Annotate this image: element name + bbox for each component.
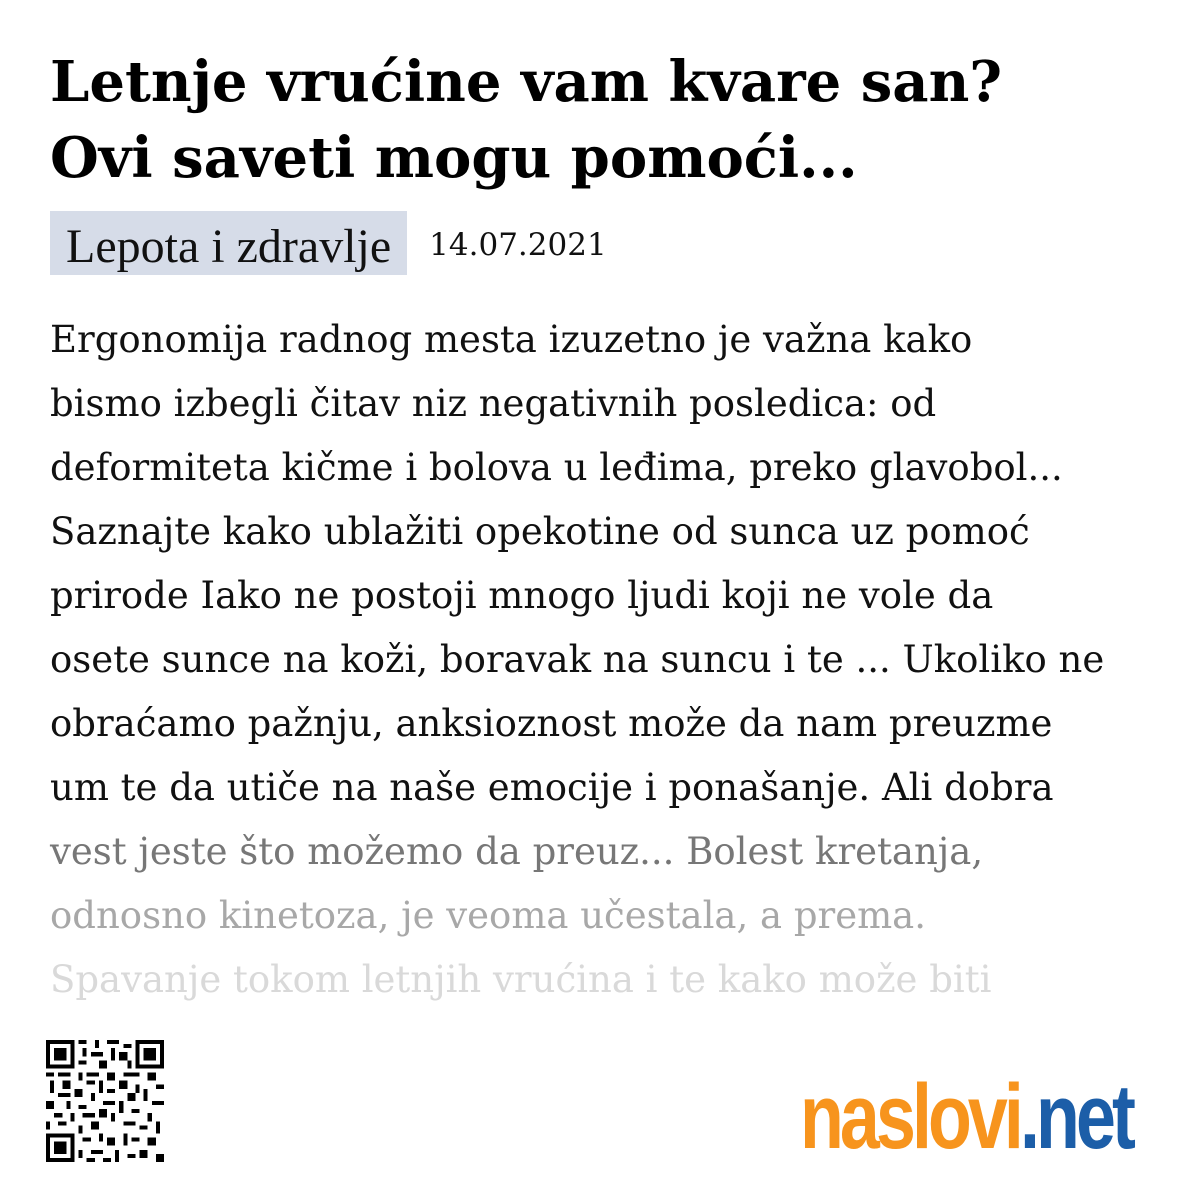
body-line: Saznajte kako ublažiti opekotine od sunca uz pomoć <box>50 510 1030 553</box>
body-line: bismo izbegli čitav niz negativnih posledica: od <box>50 382 937 425</box>
article-body <box>50 308 1170 1012</box>
article-meta <box>50 211 607 283</box>
body-line: prirode Iako ne postoji mnogo ljudi koji ne vole da <box>50 574 994 617</box>
body-line: Spavanje tokom letnjih vrućina i te kako može biti <box>50 958 992 1001</box>
qr-code-icon[interactable] <box>46 1040 164 1162</box>
body-line: um te da utiče na naše emocije i ponašanje. Ali dobra <box>50 766 1054 809</box>
logo-part-naslovi: naslovi <box>800 1066 1020 1168</box>
category-badge[interactable]: Lepota i zdravlje <box>50 211 407 275</box>
headline-line-2: Ovi saveti mogu pomoći... <box>50 125 858 191</box>
body-line: vest jeste što možemo da preuz... Bolest kretanja, <box>50 830 984 873</box>
naslovi-net-logo[interactable] <box>800 1062 1132 1172</box>
body-line: deformiteta kičme i bolova u leđima, preko glavobol... <box>50 446 1063 489</box>
body-line: Ergonomija radnog mesta izuzetno je važna kako <box>50 318 973 361</box>
body-line: obraćamo pažnju, anksioznost može da nam preuzme <box>50 702 1053 745</box>
headline-line-1: Letnje vrućine vam kvare san? <box>50 49 1003 115</box>
body-line: odnosno kinetoza, je veoma učestala, a prema. <box>50 894 927 937</box>
article-headline <box>50 44 1160 196</box>
logo-part-net: .net <box>1019 1066 1132 1168</box>
body-line: osete sunce na koži, boravak na suncu i te ... Ukoliko ne <box>50 638 1105 681</box>
publish-date: 14.07.2021 <box>429 227 607 263</box>
